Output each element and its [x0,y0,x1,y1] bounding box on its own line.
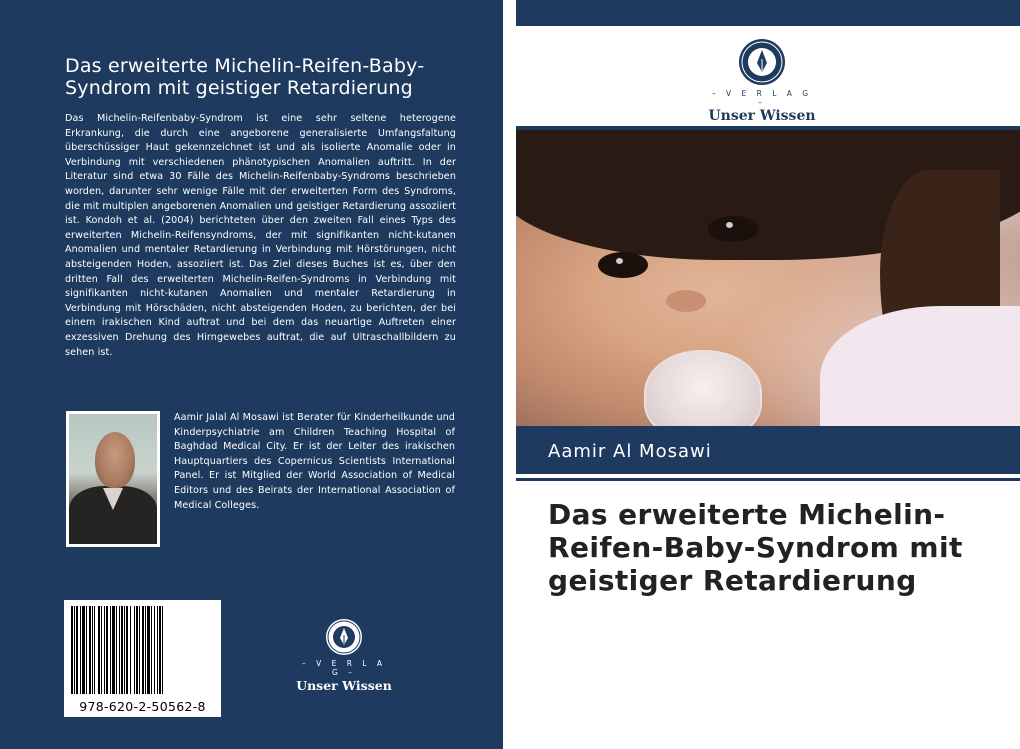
author-band [516,426,1020,474]
publisher-name: Unser Wissen [296,678,392,693]
front-cover-title: Das erweiterte Michelin-Reifen-Baby-Syndrom mit geistiger Retardierung [548,498,963,597]
publisher-logo-front [706,38,818,124]
back-cover-title: Das erweiterte Michelin-Reifen-Baby-Syndrom mit geistiger Retardierung [65,55,425,99]
pen-nib-seal-icon [325,618,363,656]
publisher-verlag-label: – V E R L A G – [711,89,813,107]
barcode-bars [71,606,214,694]
back-cover [0,0,503,749]
author-bio: Aamir Jalal Al Mosawi ist Berater für Kinderheilkunde und Kinderpsychiatrie am Children Teaching Hospital of Baghdad Medical City. Er ist der Leiter des irakischen Hauptquartiers des Copernicus Scientists International Panel. Er ist Mitglied der World Association of Medical Editors und des Beirats der International Association of Medical Colleges. [174,412,455,511]
back-cover-blurb: Das Michelin-Reifenbaby-Syndrom ist eine sehr seltene heterogene Erkrankung, die durch eine angeborene generalisierte Umfangsfaltung überschüssiger Haut gekennzeichnet ist und als isolierte Anomalie oder in Verbindung mit verschiedenen phänotypischen Anomalien auftritt. In der Literatur sind etwa 30 Fälle des Michelin-Reifenbaby-Syndroms beschrieben worden, darunter sehr wenige Fälle mit der erweiterten Form des Syndroms, die mit multiplen angeborenen Anomalien und geistiger Retardierung assoziiert ist. Kondoh et al. (2004) berichteten über den zweiten Fall eines Typs des erweiterten Michelin-Reifensyndroms, der mit signifikanten nicht-kutanen Anomalien und mentaler Retardierung in Verbindung mit Hörstörungen, nicht absteigenden Hoden, assoziiert ist. Das Ziel dieses Buches ist es, über den dritten Fall des erweiterten Michelin-Reifen-Syndroms in Verbindung mit signifikanten nicht-kutanen Anomalien und mentaler Retardierung in Verbindung mit Hörschäden, nicht absteigenden Hoden, zu berichten, der bei einem irakischen Kind auftrat und bei dem das neuartige Auftreten einer exzessiven Drehung des Hirngewebes auftrat, die auf Ultraschallbildern zu sehen ist. [65,113,456,358]
isbn-barcode [64,600,221,717]
publisher-logo-back [296,618,392,693]
author-photo [66,411,160,547]
front-author-name: Aamir Al Mosawi [548,441,712,462]
publisher-name: Unser Wissen [708,108,816,124]
pen-nib-seal-icon [738,38,786,86]
author-rule [516,478,1020,481]
isbn-number: 978-620-2-50562-8 [79,699,206,714]
front-top-band [516,0,1020,26]
cover-photo-child [516,130,1020,426]
spine [503,0,516,749]
publisher-verlag-label: – V E R L A G – [301,659,387,677]
